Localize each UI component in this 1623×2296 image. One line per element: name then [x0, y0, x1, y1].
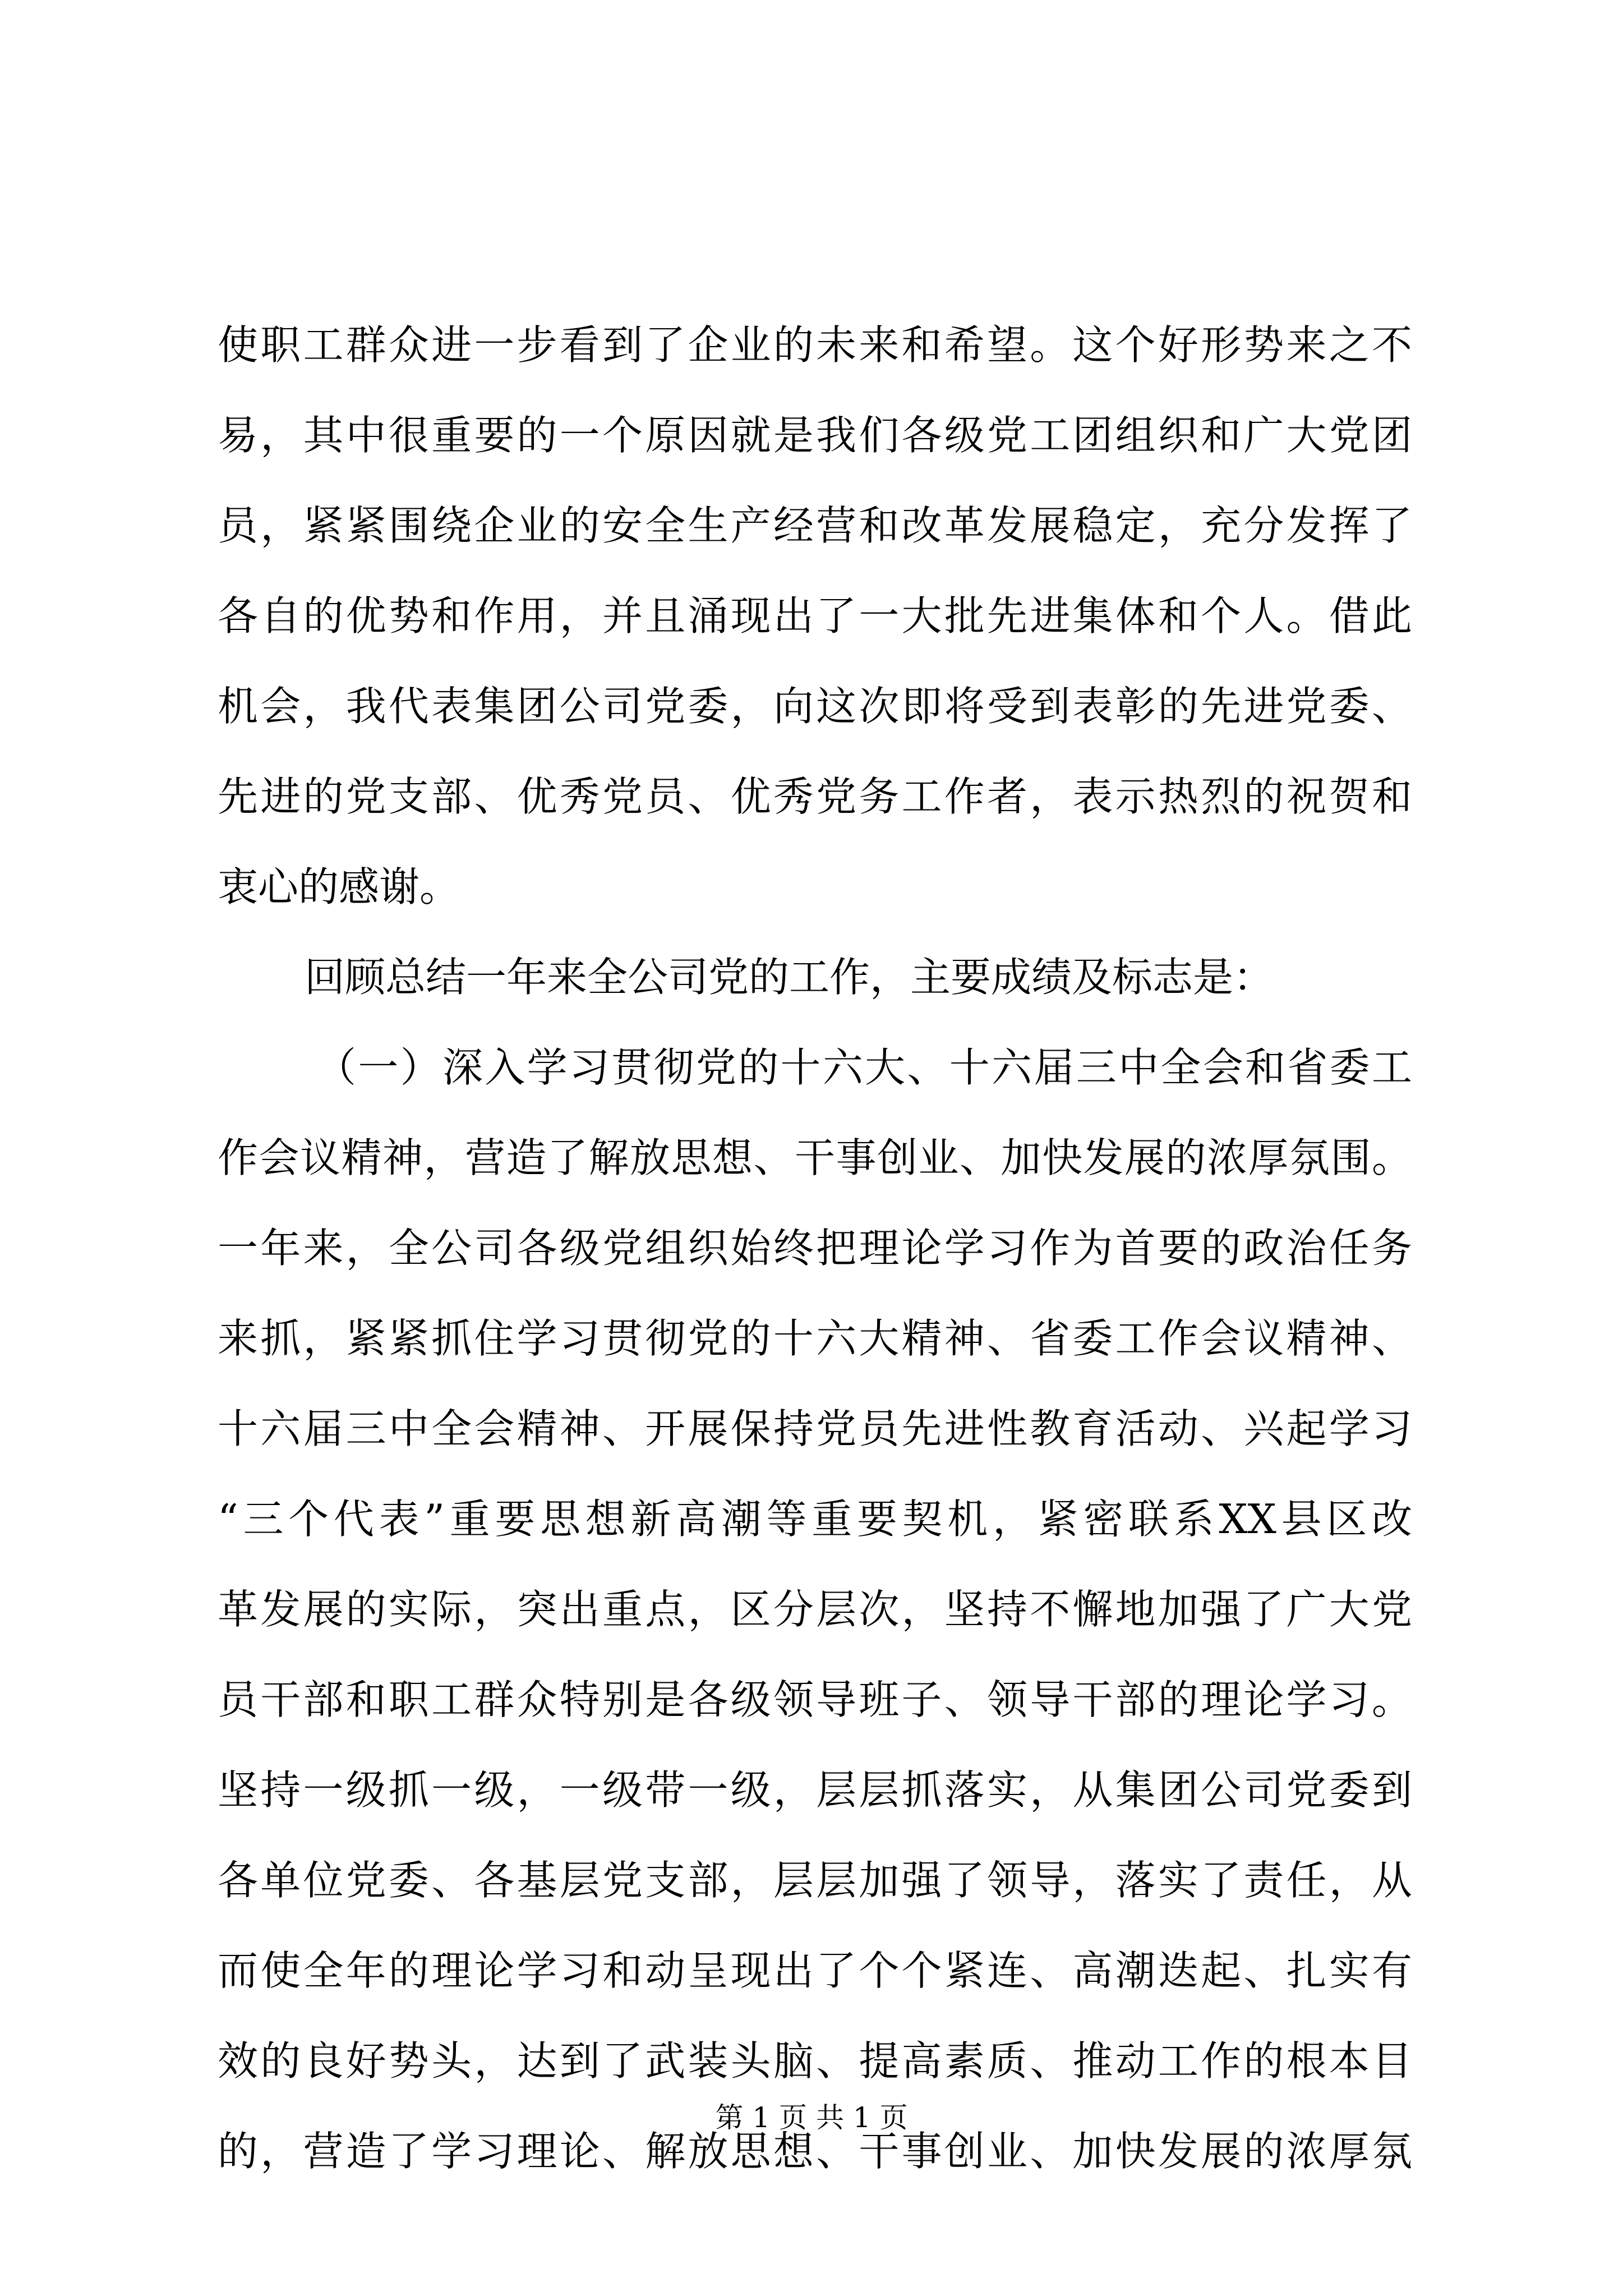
- text-line: 而使全年的理论学习和动呈现出了个个紧连、高潮迭起、扎实有: [218, 1947, 1412, 1994]
- section-heading-line: （一）深入学习贯彻党的十六大、十六届三中全会和省委工: [316, 1044, 1412, 1091]
- text-line: 衷心的感谢。: [218, 863, 460, 910]
- text-line: 员，紧紧围绕企业的安全生产经营和改革发展稳定，充分发挥了: [218, 502, 1412, 549]
- text-line: 回顾总结一年来全公司党的工作，主要成绩及标志是：: [305, 954, 1274, 1001]
- text-line: 易，其中很重要的一个原因就是我们各级党工团组织和广大党团: [218, 412, 1412, 459]
- text-line: 效的良好势头，达到了武装头脑、提高素质、推动工作的根本目: [218, 2037, 1412, 2085]
- page-number-footer: 第 1 页 共 1 页: [715, 2101, 908, 2134]
- text-line: 十六届三中全会精神、开展保持党员先进性教育活动、兴起学习: [218, 1405, 1412, 1452]
- text-line: “三个代表”重要思想新高潮等重要契机，紧密联系XX县区改: [218, 1496, 1412, 1543]
- text-line: 先进的党支部、优秀党员、优秀党务工作者，表示热烈的祝贺和: [218, 773, 1412, 820]
- text-line: 各自的优势和作用，并且涌现出了一大批先进集体和个人。借此: [218, 592, 1412, 639]
- text-line: 机会，我代表集团公司党委，向这次即将受到表彰的先进党委、: [218, 683, 1412, 730]
- text-line: 使职工群众进一步看到了企业的未来和希望。这个好形势来之不: [218, 321, 1412, 369]
- text-line: 作会议精神，营造了解放思想、干事创业、加快发展的浓厚氛围。: [218, 1134, 1412, 1181]
- text-line: 来抓，紧紧抓住学习贯彻党的十六大精神、省委工作会议精神、: [218, 1315, 1412, 1362]
- text-line: 员干部和职工群众特别是各级领导班子、领导干部的理论学习。: [218, 1676, 1412, 1723]
- text-line: 的，营造了学习理论、解放思想、干事创业、加快发展的浓厚氛: [218, 2128, 1412, 2175]
- text-line: 各单位党委、各基层党支部，层层加强了领导，落实了责任，从: [218, 1857, 1412, 1904]
- text-line: 一年来，全公司各级党组织始终把理论学习作为首要的政治任务: [218, 1225, 1412, 1272]
- text-line: 革发展的实际，突出重点，区分层次，坚持不懈地加强了广大党: [218, 1586, 1412, 1633]
- body-text: [218, 300, 1412, 2197]
- text-line: 坚持一级抓一级，一级带一级，层层抓落实，从集团公司党委到: [218, 1766, 1412, 1814]
